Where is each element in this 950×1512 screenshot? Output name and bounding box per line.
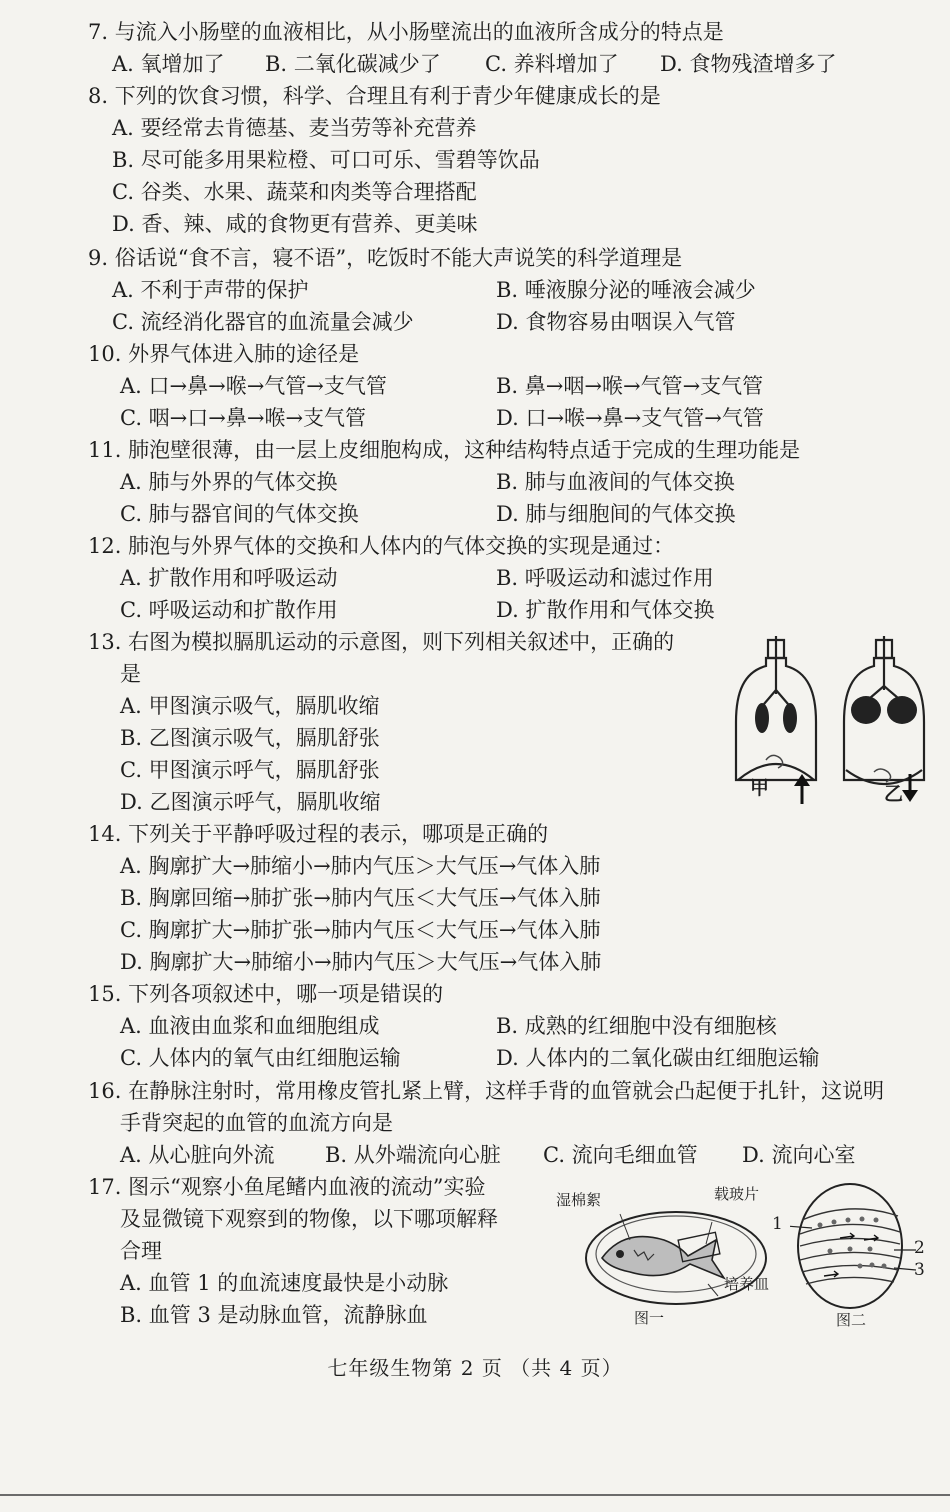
question-13-stem-cont: 是 <box>120 662 141 686</box>
q10-option-a: A. 口→鼻→喉→气管→支气管 <box>120 374 387 398</box>
question-17-stem-cont1: 及显微镜下观察到的物像，以下哪项解释 <box>120 1207 498 1231</box>
q9-option-b: B. 唾液腺分泌的唾液会减少 <box>496 278 756 302</box>
q13-option-d: D. 乙图演示呼气，膈肌收缩 <box>120 790 381 814</box>
fish-petri-dish-figure <box>584 1200 784 1315</box>
q11-option-c: C. 肺与器官间的气体交换 <box>120 502 359 526</box>
question-8-stem: 8. 下列的饮食习惯，科学、合理且有利于青少年健康成长的是 <box>88 84 661 108</box>
q8-option-a: A. 要经常去肯德基、麦当劳等补充营养 <box>112 116 477 140</box>
q8-option-c: C. 谷类、水果、蔬菜和肉类等合理搭配 <box>112 180 477 204</box>
q16-option-a: A. 从心脏向外流 <box>120 1143 275 1167</box>
label-figure-two: 图二 <box>836 1311 867 1329</box>
page-footer: 七年级生物第 2 页 （共 4 页） <box>327 1356 623 1380</box>
q13-option-a: A. 甲图演示吸气，膈肌收缩 <box>120 694 380 718</box>
q10-option-d: D. 口→喉→鼻→支气管→气管 <box>496 406 764 430</box>
q14-option-d: D. 胸廓扩大→肺缩小→肺内气压＞大气压→气体入肺 <box>120 950 602 974</box>
question-13-stem: 13. 右图为模拟膈肌运动的示意图，则下列相关叙述中，正确的 <box>88 630 675 654</box>
question-16-stem: 16. 在静脉注射时，常用橡皮管扎紧上臂，这样手背的血管就会凸起便于扎针，这说明 <box>88 1079 885 1103</box>
q13-option-c: C. 甲图演示呼气，膈肌舒张 <box>120 758 380 782</box>
q10-option-c: C. 咽→口→鼻→喉→支气管 <box>120 406 367 430</box>
vessel-label-2: 2 <box>914 1238 925 1258</box>
question-12-stem: 12. 肺泡与外界气体的交换和人体内的气体交换的实现是通过： <box>88 534 675 558</box>
question-17-stem-cont2: 合理 <box>120 1239 162 1263</box>
label-wet-cotton: 湿棉絮 <box>556 1191 602 1209</box>
q14-option-c: C. 胸廓扩大→肺扩张→肺内气压＜大气压→气体入肺 <box>120 918 601 942</box>
q9-option-c: C. 流经消化器官的血流量会减少 <box>112 310 414 334</box>
q15-option-b: B. 成熟的红细胞中没有细胞核 <box>496 1014 777 1038</box>
q13-option-b: B. 乙图演示吸气，膈肌舒张 <box>120 726 380 750</box>
q15-option-a: A. 血液由血浆和血细胞组成 <box>120 1014 380 1038</box>
q12-option-a: A. 扩散作用和呼吸运动 <box>120 566 338 590</box>
q16-option-c: C. 流向毛细血管 <box>543 1143 698 1167</box>
question-14-stem: 14. 下列关于平静呼吸过程的表示，哪项是正确的 <box>88 822 549 846</box>
q9-option-d: D. 食物容易由咽误入气管 <box>496 310 736 334</box>
figure-label-yi: 乙 <box>884 783 904 805</box>
q8-option-b: B. 尽可能多用果粒橙、可口可乐、雪碧等饮品 <box>112 148 540 172</box>
q11-option-d: D. 肺与细胞间的气体交换 <box>496 502 736 526</box>
q12-option-b: B. 呼吸运动和滤过作用 <box>496 566 714 590</box>
question-7-stem: 7. 与流入小肠壁的血液相比，从小肠壁流出的血液所含成分的特点是 <box>88 20 724 44</box>
vessel-label-1: 1 <box>772 1214 783 1234</box>
label-petri-dish: 培养皿 <box>724 1275 770 1293</box>
q12-option-d: D. 扩散作用和气体交换 <box>496 598 715 622</box>
q7-option-b: B. 二氧化碳减少了 <box>265 52 441 76</box>
q15-option-d: D. 人体内的二氧化碳由红细胞运输 <box>496 1046 820 1070</box>
q12-option-c: C. 呼吸运动和扩散作用 <box>120 598 338 622</box>
q7-option-c: C. 养料增加了 <box>485 52 619 76</box>
q17-option-b: B. 血管 3 是动脉血管，流静脉血 <box>120 1303 428 1327</box>
q7-option-a: A. 氧增加了 <box>112 52 225 76</box>
question-15-stem: 15. 下列各项叙述中，哪一项是错误的 <box>88 982 444 1006</box>
q17-option-a: A. 血管 1 的血流速度最快是小动脉 <box>120 1271 449 1295</box>
label-glass-slide: 载玻片 <box>714 1185 760 1203</box>
q11-option-a: A. 肺与外界的气体交换 <box>120 470 338 494</box>
q16-option-b: B. 从外端流向心脏 <box>325 1143 501 1167</box>
label-figure-one: 图一 <box>634 1309 665 1327</box>
q10-option-b: B. 鼻→咽→喉→气管→支气管 <box>496 374 764 398</box>
q14-option-b: B. 胸廓回缩→肺扩张→肺内气压＜大气压→气体入肺 <box>120 886 601 910</box>
q11-option-b: B. 肺与血液间的气体交换 <box>496 470 735 494</box>
question-11-stem: 11. 肺泡壁很薄，由一层上皮细胞构成，这种结构特点适于完成的生理功能是 <box>88 438 801 462</box>
q8-option-d: D. 香、辣、咸的食物更有营养、更美味 <box>112 212 478 236</box>
bottom-rule <box>0 1494 950 1496</box>
q15-option-c: C. 人体内的氧气由红细胞运输 <box>120 1046 401 1070</box>
q9-option-a: A. 不利于声带的保护 <box>112 278 309 302</box>
microscope-view-figure <box>790 1180 920 1312</box>
question-10-stem: 10. 外界气体进入肺的途径是 <box>88 342 360 366</box>
q14-option-a: A. 胸廓扩大→肺缩小→肺内气压＞大气压→气体入肺 <box>120 854 601 878</box>
question-17-stem: 17. 图示“观察小鱼尾鳍内血液的流动”实验 <box>88 1175 486 1199</box>
question-9-stem: 9. 俗话说“食不言，寝不语”，吃饭时不能大声说笑的科学道理是 <box>88 246 683 270</box>
q7-option-d: D. 食物残渣增多了 <box>660 52 837 76</box>
vessel-label-3: 3 <box>914 1260 925 1280</box>
figure-label-jia: 甲 <box>750 777 770 799</box>
question-16-stem-cont: 手背突起的血管的血流方向是 <box>120 1111 393 1135</box>
q16-option-d: D. 流向心室 <box>742 1143 856 1167</box>
